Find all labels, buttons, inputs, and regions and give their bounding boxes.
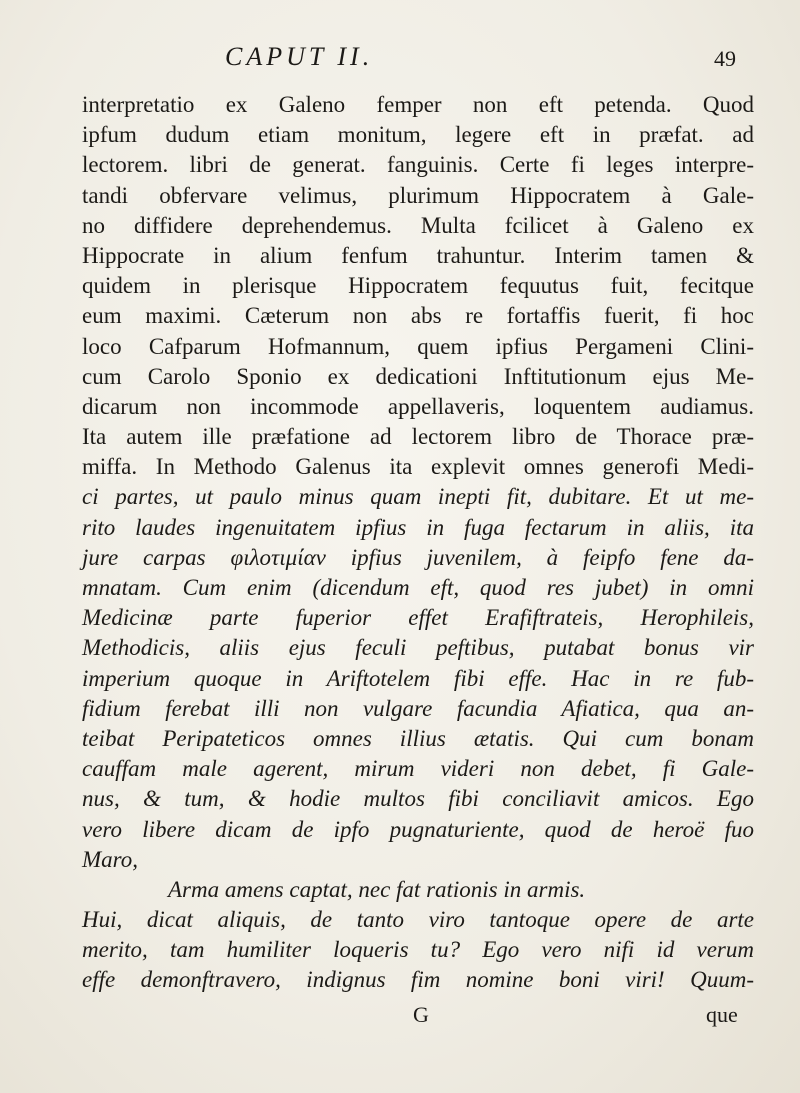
text-line: vero libere dicam de ipfo pugnaturiente, quod de heroë fuo — [82, 816, 754, 842]
text-line: miffa. In Methodo Galenus ita explevit omnes generofi Medi- — [82, 454, 754, 480]
text-line: tandi obfervare velimus, plurimum Hippocratem à Gale- — [82, 182, 754, 208]
text-line: fidium ferebat illi non vulgare facundia Afiatica, qua an- — [82, 695, 754, 721]
verse-line: Arma amens captat, nec fat rationis in armis. — [168, 876, 586, 902]
catchword: que — [706, 1002, 738, 1027]
text-line: ci partes, ut paulo minus quam inepti fit, dubitare. Et ut me- — [82, 484, 754, 510]
text-line: imperium quoque in Ariftotelem fibi effe. Hac in re fub- — [82, 665, 754, 691]
text-line: jure carpas φιλοτιμίαν ipfius juvenilem, à feipfo fene da- — [82, 544, 754, 570]
text-line: Maro, — [82, 846, 139, 872]
text-line: quidem in plerisque Hippocratem fequutus fuit, fecitque — [82, 273, 754, 299]
text-line: Hui, dicat aliquis, de tanto viro tantoque opere de arte — [82, 907, 754, 933]
text-line: rito laudes ingenuitatem ipfius in fuga fectarum in aliis, ita — [82, 514, 754, 540]
text-line: interpretatio ex Galeno femper non eft petenda. Quod — [82, 92, 754, 117]
text-line: cauffam male agerent, mirum videri non debet, fi Gale- — [82, 756, 754, 782]
text-line: no diffidere deprehendemus. Multa fcilicet à Galeno ex — [82, 212, 754, 238]
text-line: effe demonftravero, indignus fim nomine boni viri! Quum- — [82, 967, 754, 993]
signature-mark: G — [413, 1002, 429, 1027]
text-line: teibat Peripateticos omnes illius ætatis. Qui cum bonam — [82, 725, 754, 751]
text-line: Methodicis, aliis ejus feculi peftibus, putabat bonus vir — [82, 635, 754, 661]
text-line: loco Cafparum Hofmannum, quem ipfius Pergameni Clini- — [82, 333, 754, 359]
text-line: lectorem. libri de generat. fanguinis. Certe fi leges interpre- — [82, 152, 754, 178]
text-line: mnatam. Cum enim (dicendum eft, quod res jubet) in omni — [82, 575, 754, 600]
running-head: CAPUT II. — [225, 42, 374, 71]
page-number: 49 — [714, 46, 736, 71]
text-line: nus, & tum, & hodie multos fibi conciliavit amicos. Ego — [82, 786, 754, 812]
body-text — [82, 90, 754, 996]
text-line: Hippocrate in alium fenfum trahuntur. Interim tamen & — [82, 242, 754, 268]
text-line: Ita autem ille præfatione ad lectorem libro de Thorace præ- — [82, 424, 754, 450]
text-line: cum Carolo Sponio ex dedicationi Inftitutionum ejus Me- — [82, 363, 754, 389]
text-line: merito, tam humiliter loqueris tu? Ego vero nifi id verum — [82, 937, 754, 963]
text-line: dicarum non incommode appellaveris, loquentem audiamus. — [82, 393, 754, 419]
text-line: eum maximi. Cæterum non abs re fortaffis fuerit, fi hoc — [82, 303, 754, 329]
text-line: Medicinæ parte fuperior effet Erafiftrateis, Herophileis, — [82, 605, 754, 631]
text-line: ipfum dudum etiam monitum, legere eft in præfat. ad — [82, 122, 754, 148]
